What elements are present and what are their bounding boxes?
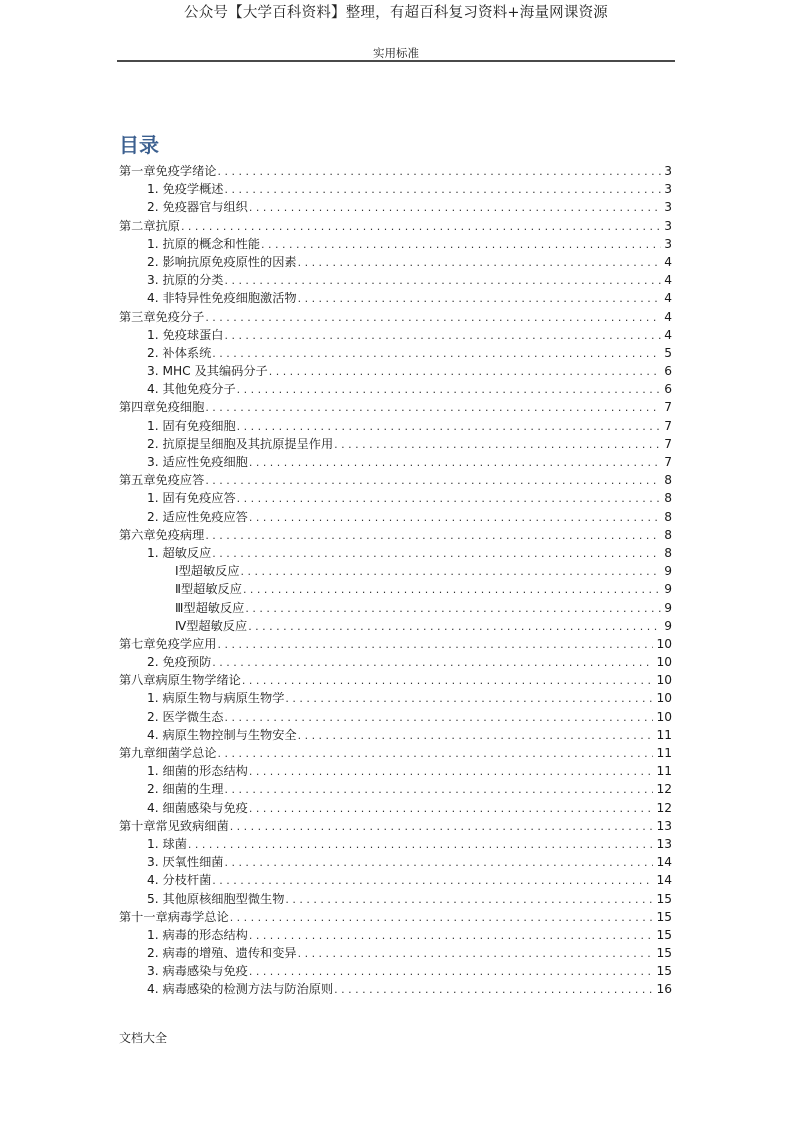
toc-section-entry[interactable]	[119, 762, 672, 780]
toc-page-number: 15	[656, 909, 672, 924]
toc-entry-label: 3. MHC 及其编码分子	[147, 364, 268, 379]
toc-page-number: 6	[664, 364, 672, 379]
toc-entry-label: 1. 病毒的形态结构	[147, 927, 248, 942]
toc-section-entry[interactable]	[119, 708, 672, 726]
toc-section-entry[interactable]	[119, 380, 672, 398]
toc-section-entry[interactable]	[119, 180, 672, 198]
toc-entry-label: 3. 病毒感染与免疫	[147, 964, 248, 979]
toc-page-number: 8	[664, 527, 672, 542]
toc-chapter-entry[interactable]	[119, 398, 672, 416]
toc-section-entry[interactable]	[119, 726, 672, 744]
toc-subsection-entry[interactable]	[119, 580, 672, 598]
toc-page-number: 9	[664, 618, 672, 633]
toc-entry-label: 2. 医学微生态	[147, 709, 224, 724]
toc-page-number: 11	[656, 764, 672, 779]
toc-page-number: 4	[664, 291, 672, 306]
dot-leader	[205, 527, 661, 545]
toc-entry-label: 3. 厌氧性细菌	[147, 855, 224, 870]
toc-entry-label: 1. 抗原的概念和性能	[147, 236, 261, 251]
dot-leader	[237, 490, 661, 508]
toc-page-number: 15	[656, 891, 672, 906]
toc-section-entry[interactable]	[119, 289, 672, 307]
toc-page-number: 3	[664, 200, 672, 215]
top-banner: 公众号【大学百科资料】整理，有超百科复习资料+海量网课资源	[184, 5, 608, 21]
dot-leader	[237, 418, 661, 436]
dot-leader	[298, 254, 661, 272]
toc-section-entry[interactable]	[119, 489, 672, 507]
toc-chapter-entry[interactable]	[119, 908, 672, 926]
dot-leader	[224, 709, 653, 727]
dot-leader	[224, 327, 661, 345]
toc-entry-label: 1. 免疫学概述	[147, 182, 224, 197]
toc-section-entry[interactable]	[119, 362, 672, 380]
toc-section-entry[interactable]	[119, 344, 672, 362]
dot-leader	[212, 872, 653, 890]
dot-leader	[269, 363, 661, 381]
dot-leader	[224, 272, 661, 290]
toc-section-entry[interactable]	[119, 435, 672, 453]
toc-entry-label: 5. 其他原核细胞型微生物	[147, 891, 285, 906]
toc-entry-label: 2. 免疫器官与组织	[147, 200, 248, 215]
dot-leader	[242, 672, 654, 690]
toc-page-number: 10	[656, 655, 672, 670]
toc-section-entry[interactable]	[119, 271, 672, 289]
toc-entry-label: 1. 固有免疫应答	[147, 491, 236, 506]
toc-page-number: 3	[664, 164, 672, 178]
toc-chapter-entry[interactable]	[119, 471, 672, 489]
toc-page-number: 7	[664, 455, 672, 469]
toc-entry-label: 4. 细菌感染与免疫	[147, 800, 248, 815]
toc-entry-label: 第八章病原生物学绪论	[119, 673, 241, 688]
dot-leader	[230, 818, 654, 836]
toc-page-number: 14	[656, 873, 672, 888]
toc-section-entry[interactable]	[119, 980, 672, 998]
toc-section-entry[interactable]	[119, 653, 672, 671]
toc-page-number: 10	[656, 691, 672, 706]
toc-entry-label: 2. 病毒的增殖、遗传和变异	[147, 946, 297, 961]
toc-section-entry[interactable]	[119, 944, 672, 962]
dot-leader	[298, 945, 654, 963]
toc-page-number: 13	[656, 836, 672, 851]
toc-page-number: 9	[664, 582, 672, 597]
dot-leader	[249, 199, 661, 217]
toc-entry-label: 2. 免疫预防	[147, 655, 212, 670]
toc-entry-label: Ⅳ型超敏反应	[175, 618, 248, 633]
toc-page-number: 9	[664, 564, 672, 579]
toc-entry-label: 2. 补体系统	[147, 345, 212, 360]
dot-leader	[249, 763, 654, 781]
dot-leader	[230, 909, 654, 927]
toc-section-entry[interactable]	[119, 962, 672, 980]
toc-entry-label: 1. 病原生物与病原生物学	[147, 691, 285, 706]
toc-page-number: 10	[656, 709, 672, 724]
toc-entry-label: 4. 非特异性免疫细胞激活物	[147, 291, 297, 306]
toc-entry-label: 第二章抗原	[119, 218, 180, 233]
dot-leader	[205, 472, 661, 490]
toc-page-number: 4	[664, 273, 672, 288]
toc-entry-label: 第四章免疫细胞	[119, 400, 205, 415]
toc-subsection-entry[interactable]	[119, 599, 672, 617]
toc-section-entry[interactable]	[119, 853, 672, 871]
dot-leader	[212, 654, 653, 672]
dot-leader	[261, 236, 661, 254]
toc-section-entry[interactable]	[119, 926, 672, 944]
toc-entry-label: Ⅰ型超敏反应	[175, 564, 240, 579]
dot-leader	[237, 381, 661, 399]
toc-page-number: 15	[656, 964, 672, 979]
toc-chapter-entry[interactable]	[119, 162, 672, 180]
dot-leader	[334, 981, 653, 999]
dot-leader	[298, 290, 661, 308]
dot-leader	[249, 509, 661, 527]
dot-leader	[218, 163, 662, 181]
table-of-contents	[119, 162, 672, 999]
toc-section-entry[interactable]	[119, 689, 672, 707]
toc-page-number: 8	[664, 509, 672, 524]
dot-leader	[205, 399, 661, 417]
toc-page-number: 8	[664, 491, 672, 506]
toc-section-entry[interactable]	[119, 235, 672, 253]
toc-page-number: 4	[664, 327, 672, 342]
toc-section-entry[interactable]	[119, 780, 672, 798]
toc-entry-label: 1. 细菌的形态结构	[147, 764, 248, 779]
toc-section-entry[interactable]	[119, 890, 672, 908]
dot-leader	[224, 781, 653, 799]
toc-entry-label: 第九章细菌学总论	[119, 746, 217, 760]
toc-page-number: 4	[664, 309, 672, 324]
toc-section-entry[interactable]	[119, 198, 672, 216]
toc-section-entry[interactable]	[119, 835, 672, 853]
toc-section-entry[interactable]	[119, 871, 672, 889]
dot-leader	[285, 690, 653, 708]
toc-page-number: 7	[664, 436, 672, 451]
toc-page-number: 7	[664, 400, 672, 415]
toc-section-entry[interactable]	[119, 508, 672, 526]
header-divider	[117, 60, 675, 62]
toc-entry-label: 4. 其他免疫分子	[147, 382, 236, 397]
toc-entry-label: 2. 影响抗原免疫原性的因素	[147, 254, 297, 269]
dot-leader	[249, 454, 661, 472]
toc-page-number: 16	[656, 982, 672, 997]
toc-page-number: 15	[656, 927, 672, 942]
dot-leader	[334, 436, 661, 454]
toc-subsection-entry[interactable]	[119, 617, 672, 635]
toc-entry-label: 2. 细菌的生理	[147, 782, 224, 797]
toc-title: 目录	[119, 133, 159, 157]
toc-entry-label: 3. 适应性免疫细胞	[147, 455, 248, 469]
dot-leader	[285, 891, 653, 909]
dot-leader	[205, 309, 661, 327]
dot-leader	[218, 636, 654, 654]
toc-page-number: 4	[664, 254, 672, 269]
toc-page-number: 15	[656, 946, 672, 961]
toc-entry-label: 4. 分枝杆菌	[147, 873, 212, 888]
toc-entry-label: 4. 病原生物控制与生物安全	[147, 727, 297, 742]
toc-page-number: 5	[664, 345, 672, 360]
toc-section-entry[interactable]	[119, 544, 672, 562]
toc-entry-label: Ⅱ型超敏反应	[175, 582, 242, 597]
toc-section-entry[interactable]	[119, 326, 672, 344]
toc-page-number: 3	[664, 182, 672, 197]
dot-leader	[224, 854, 653, 872]
dot-leader	[245, 600, 661, 618]
dot-leader	[249, 963, 654, 981]
toc-page-number: 3	[664, 236, 672, 251]
toc-entry-label: 第十一章病毒学总论	[119, 909, 229, 924]
toc-chapter-entry[interactable]	[119, 526, 672, 544]
toc-page-number: 8	[664, 545, 672, 560]
toc-entry-label: 第七章免疫学应用	[119, 636, 217, 651]
dot-leader	[298, 727, 654, 745]
toc-page-number: 14	[656, 855, 672, 870]
toc-entry-label: 1. 超敏反应	[147, 545, 212, 560]
toc-entry-label: 3. 抗原的分类	[147, 273, 224, 288]
toc-page-number: 9	[664, 600, 672, 615]
dot-leader	[241, 563, 661, 581]
toc-entry-label: 第十章常见致病细菌	[119, 818, 229, 833]
toc-entry-label: 1. 固有免疫细胞	[147, 418, 236, 433]
dot-leader	[249, 800, 654, 818]
toc-page-number: 7	[664, 418, 672, 433]
toc-section-entry[interactable]	[119, 799, 672, 817]
dot-leader	[248, 618, 661, 636]
toc-entry-label: 1. 免疫球蛋白	[147, 327, 224, 342]
toc-section-entry[interactable]	[119, 253, 672, 271]
toc-chapter-entry[interactable]	[119, 635, 672, 653]
toc-page-number: 3	[664, 218, 672, 233]
toc-page-number: 11	[656, 746, 672, 760]
dot-leader	[188, 836, 654, 854]
toc-entry-label: 第六章免疫病理	[119, 527, 205, 542]
toc-page-number: 12	[656, 782, 672, 797]
dot-leader	[212, 545, 661, 563]
toc-chapter-entry[interactable]	[119, 817, 672, 835]
toc-chapter-entry[interactable]	[119, 308, 672, 326]
dot-leader	[181, 218, 661, 236]
toc-page-number: 8	[664, 473, 672, 488]
toc-page-number: 10	[656, 673, 672, 688]
dot-leader	[224, 181, 661, 199]
running-header: 实用标准	[373, 46, 419, 60]
page-footer: 文档大全	[119, 1031, 168, 1045]
dot-leader	[212, 345, 661, 363]
toc-entry-label: Ⅲ型超敏反应	[175, 600, 245, 615]
toc-entry-label: 2. 抗原提呈细胞及其抗原提呈作用	[147, 436, 334, 451]
toc-page-number: 12	[656, 800, 672, 815]
dot-leader	[218, 745, 654, 763]
toc-entry-label: 4. 病毒感染的检测方法与防治原则	[147, 982, 334, 997]
toc-page-number: 6	[664, 382, 672, 397]
toc-entry-label: 第一章免疫学绪论	[119, 164, 217, 178]
toc-page-number: 13	[656, 818, 672, 833]
dot-leader	[243, 581, 661, 599]
toc-chapter-entry[interactable]	[119, 671, 672, 689]
toc-chapter-entry[interactable]	[119, 217, 672, 235]
toc-section-entry[interactable]	[119, 417, 672, 435]
toc-section-entry[interactable]	[119, 453, 672, 471]
toc-entry-label: 2. 适应性免疫应答	[147, 509, 248, 524]
toc-entry-label: 1. 球菌	[147, 836, 187, 851]
toc-chapter-entry[interactable]	[119, 744, 672, 762]
toc-entry-label: 第三章免疫分子	[119, 309, 205, 324]
toc-page-number: 11	[656, 727, 672, 742]
toc-page-number: 10	[656, 636, 672, 651]
dot-leader	[249, 927, 654, 945]
toc-entry-label: 第五章免疫应答	[119, 473, 205, 488]
toc-subsection-entry[interactable]	[119, 562, 672, 580]
